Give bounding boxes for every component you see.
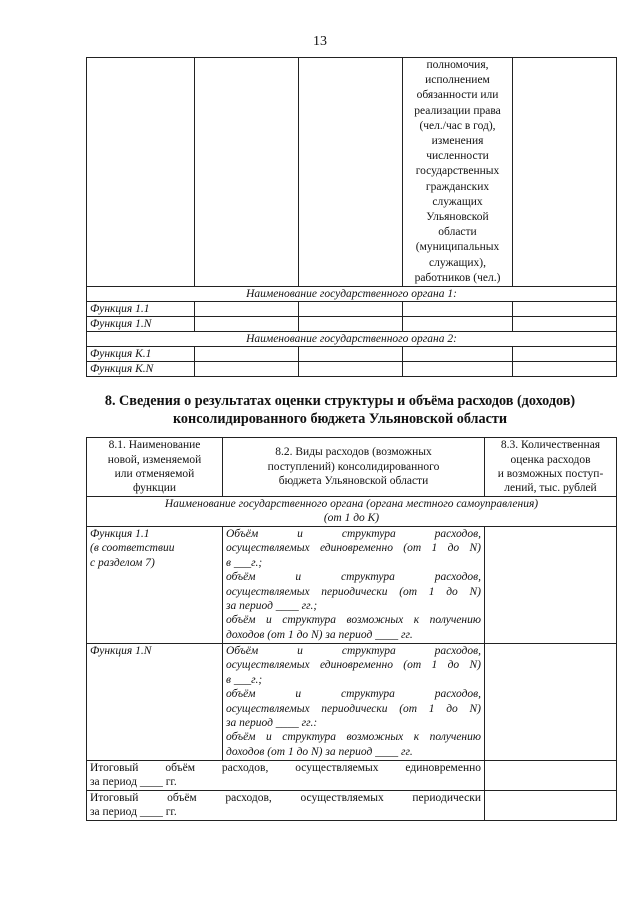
table-row bbox=[87, 347, 617, 362]
table-row bbox=[87, 761, 617, 791]
description-line: служащих bbox=[432, 195, 483, 208]
functions-table bbox=[86, 57, 617, 377]
expense-line: доходов (от 1 до N) за период ____ гг. bbox=[226, 628, 413, 641]
header-line: поступлений) консолидированного bbox=[267, 460, 440, 473]
header-line: 8.2. Виды расходов (возможных bbox=[275, 446, 432, 459]
header-line: оценка расходов bbox=[510, 453, 591, 466]
page-number: 13 bbox=[313, 34, 327, 49]
description-line: работников (чел.) bbox=[414, 271, 501, 284]
expense-line: объём и структура возможных к получению bbox=[226, 614, 481, 627]
description-line: (чел./час в год), bbox=[419, 119, 496, 132]
description-line: обязанности или bbox=[416, 89, 499, 102]
expense-line: Объём и структура расходов, bbox=[226, 645, 481, 657]
description-line: исполнением bbox=[425, 74, 490, 87]
function-name: Функция К.N bbox=[87, 362, 195, 377]
table-cell bbox=[299, 347, 403, 362]
table-cell bbox=[513, 317, 617, 332]
table-cell bbox=[299, 317, 403, 332]
description-line: реализации права bbox=[414, 104, 501, 117]
table-row bbox=[87, 287, 617, 302]
header-line: новой, изменяемой bbox=[107, 453, 202, 466]
column-header-name bbox=[87, 438, 223, 497]
description-line: области bbox=[438, 226, 477, 239]
table-row bbox=[87, 791, 617, 821]
function-name: Функция 1.N bbox=[87, 317, 195, 332]
table-cell bbox=[87, 58, 195, 287]
header-line: лений, тыс. рублей bbox=[504, 482, 597, 495]
table-cell bbox=[403, 362, 513, 377]
total-line: за период ____ гг. bbox=[90, 776, 177, 789]
table-cell bbox=[403, 302, 513, 317]
expense-types-cell bbox=[223, 527, 485, 644]
table-cell bbox=[403, 347, 513, 362]
function-name: Функция 1.1 bbox=[87, 302, 195, 317]
expense-line: доходов (от 1 до N) за период ____ гг. bbox=[226, 745, 413, 758]
description-line: служащих), bbox=[429, 256, 486, 269]
expense-line: осуществляемых единовременно (от 1 до N) bbox=[226, 659, 481, 672]
table-cell bbox=[195, 347, 299, 362]
section-title-line: 8. Сведения о результатах оценки структуры и объёма расходов (доходов) bbox=[104, 393, 576, 409]
description-line: численности bbox=[426, 150, 489, 163]
table-cell bbox=[403, 317, 513, 332]
table-row bbox=[87, 332, 617, 347]
function-line: (в соответствии bbox=[90, 542, 175, 555]
table-row bbox=[87, 362, 617, 377]
expense-line: Объём и структура расходов, bbox=[226, 528, 481, 540]
table-cell bbox=[195, 362, 299, 377]
expense-line: за период ____ гг.; bbox=[226, 600, 318, 613]
function-name bbox=[87, 527, 223, 644]
budget-assessment-table bbox=[86, 437, 617, 821]
header-line: 8.3. Количественная bbox=[500, 439, 601, 452]
expense-line: за период ____ гг.: bbox=[226, 717, 318, 730]
expense-line: в ___г.; bbox=[226, 556, 263, 569]
header-line: и возможных поступ- bbox=[497, 468, 604, 480]
table-header-row bbox=[87, 438, 617, 497]
total-line: за период ____ гг. bbox=[90, 806, 177, 819]
description-line: государственных bbox=[415, 165, 500, 178]
description-line: (муниципальных bbox=[415, 241, 500, 254]
description-line: изменения bbox=[431, 135, 484, 148]
table-cell bbox=[299, 302, 403, 317]
function-name bbox=[87, 644, 223, 761]
column-header-estimate bbox=[485, 438, 617, 497]
table-row bbox=[87, 497, 617, 527]
expense-line: в ___г.; bbox=[226, 673, 263, 686]
expense-line: осуществляемых единовременно (от 1 до N) bbox=[226, 542, 481, 555]
table-row bbox=[87, 58, 617, 287]
expense-types-cell bbox=[223, 644, 485, 761]
table-row bbox=[87, 527, 617, 644]
function-line: Функция 1.N bbox=[90, 645, 152, 657]
table-row bbox=[87, 644, 617, 761]
header-line: 8.1. Наименование bbox=[108, 439, 201, 452]
column-header-types bbox=[223, 438, 485, 497]
org2-heading: Наименование государственного органа 2: bbox=[87, 332, 617, 347]
header-line: функции bbox=[132, 482, 177, 495]
table-cell bbox=[195, 58, 299, 287]
total-line: Итоговый объём расходов, осуществляемых единовременно bbox=[90, 762, 481, 774]
function-name: Функция К.1 bbox=[87, 347, 195, 362]
org1-heading: Наименование государственного органа 1: bbox=[87, 287, 617, 302]
table-row bbox=[87, 317, 617, 332]
description-line: Ульяновской bbox=[426, 211, 489, 224]
total-one-time bbox=[87, 761, 485, 791]
estimate-cell bbox=[485, 791, 617, 821]
total-periodic bbox=[87, 791, 485, 821]
estimate-cell bbox=[485, 527, 617, 644]
expense-line: объём и структура возможных к получению bbox=[226, 731, 481, 744]
header-line: или отменяемой bbox=[114, 468, 195, 480]
estimate-cell bbox=[485, 644, 617, 761]
section-title bbox=[60, 392, 620, 428]
description-cell bbox=[403, 58, 513, 287]
org-heading bbox=[87, 497, 617, 527]
total-line: Итоговый объём расходов, осуществляемых периодически bbox=[90, 792, 481, 804]
table-cell bbox=[195, 317, 299, 332]
estimate-cell bbox=[485, 761, 617, 791]
table-cell bbox=[513, 58, 617, 287]
org-heading-line: Наименование государственного органа (органа местного самоуправления) bbox=[164, 498, 539, 510]
table-row bbox=[87, 302, 617, 317]
table-cell bbox=[513, 347, 617, 362]
description-line: гражданских bbox=[425, 180, 490, 193]
expense-line: осуществляемых периодически (от 1 до N) bbox=[226, 585, 481, 598]
header-line: бюджета Ульяновской области bbox=[278, 475, 429, 488]
function-line: с разделом 7) bbox=[90, 556, 155, 569]
description-line: полномочия, bbox=[426, 59, 489, 71]
table-cell bbox=[513, 362, 617, 377]
table-cell bbox=[513, 302, 617, 317]
expense-line: объём и структура расходов, bbox=[226, 571, 481, 584]
expense-line: объём и структура расходов, bbox=[226, 688, 481, 701]
section-title-line: консолидированного бюджета Ульяновской области bbox=[172, 411, 508, 427]
table-cell bbox=[299, 362, 403, 377]
table-cell bbox=[195, 302, 299, 317]
function-line: Функция 1.1 bbox=[90, 528, 150, 540]
org-heading-line: (от 1 до К) bbox=[323, 512, 380, 525]
expense-line: осуществляемых периодически (от 1 до N) bbox=[226, 702, 481, 715]
table-cell bbox=[299, 58, 403, 287]
